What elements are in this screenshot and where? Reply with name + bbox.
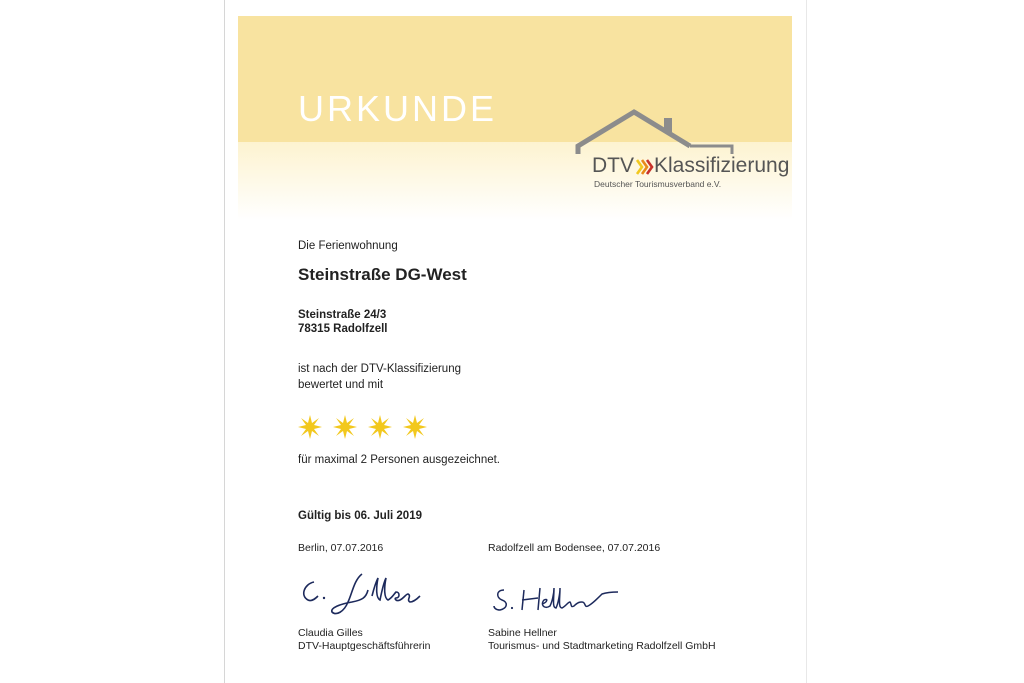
signature-gilles [296,568,436,620]
certificate-title: URKUNDE [298,88,498,129]
page-edge-right [806,0,807,683]
right-signer-name: Sabine Hellner [488,627,557,639]
right-place-date: Radolfzell am Bodensee, 07.07.2016 [488,542,661,554]
right-signer-role: Tourismus- und Stadtmarketing Radolfzell GmbH [488,640,716,652]
left-signer-name: Claudia Gilles [298,627,363,639]
property-name: Steinstraße DG-West [298,265,467,284]
awarded-line: für maximal 2 Personen ausgezeichnet. [298,454,500,466]
address-street: Steinstraße 24/3 [298,309,387,321]
intro-text: Die Ferienwohnung [298,240,398,252]
logo-subtitle: Deutscher Tourismusverband e.V. [594,179,722,189]
star-icon [298,415,322,439]
star-rating [298,415,427,439]
signature-hellner [490,580,630,616]
left-place-date: Berlin, 07.07.2016 [298,542,384,554]
star-icon [333,415,357,439]
chevron-arrows-icon [636,158,654,176]
address-city: 78315 Radolfzell [298,323,388,335]
left-signer-role: DTV-Hauptgeschäftsführerin [298,640,431,652]
logo-dtv-text: DTV [592,154,634,177]
star-icon [368,415,392,439]
page-edge-left [224,0,225,683]
star-icon [403,415,427,439]
valid-until: Gültig bis 06. Juli 2019 [298,510,422,522]
dtv-logo [572,108,790,198]
rated-line-2: bewertet und mit [298,379,384,391]
logo-klassifizierung-text: Klassifizierung [654,154,790,177]
rated-line-1: ist nach der DTV-Klassifizierung [298,363,461,375]
